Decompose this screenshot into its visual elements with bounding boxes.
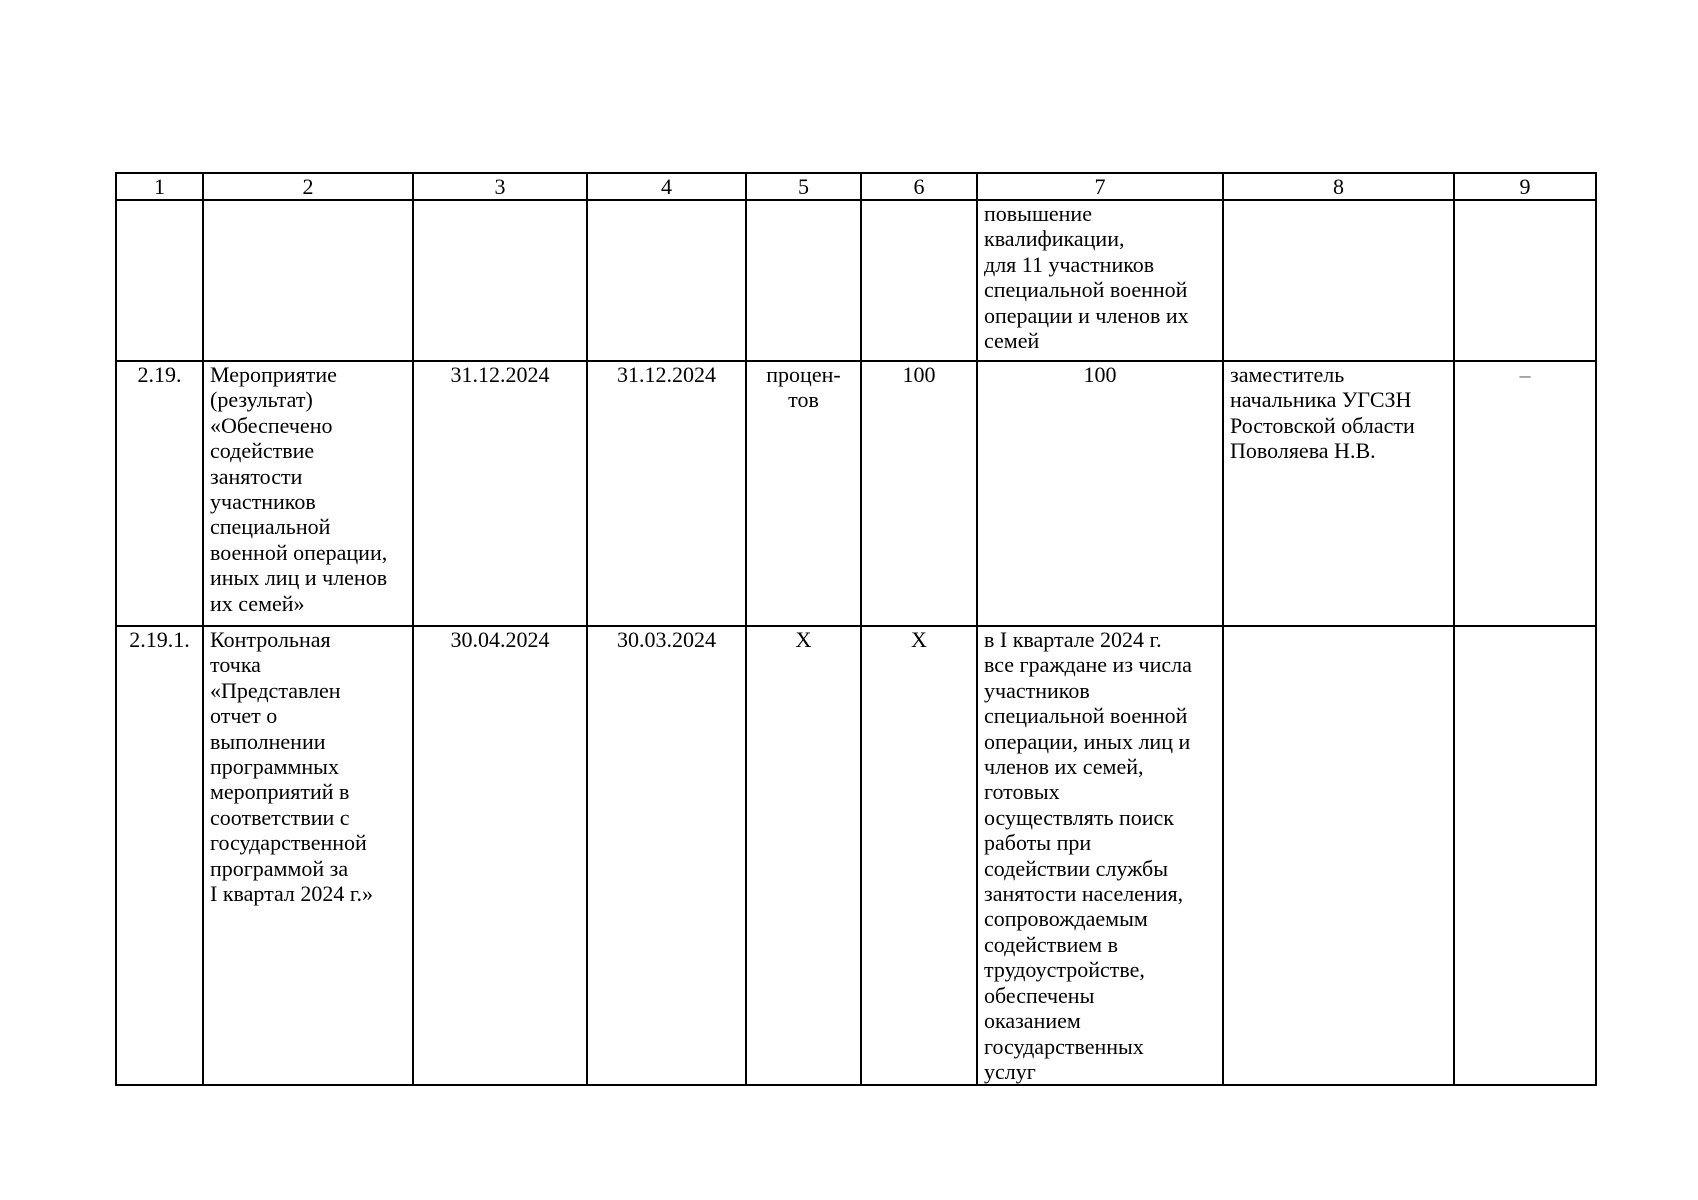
note-cell: – — [1454, 361, 1596, 626]
result-cell: 100 — [977, 361, 1223, 626]
column-number-header-row — [116, 173, 1596, 200]
row-number-cell — [116, 200, 203, 361]
table-row-2-19-1 — [116, 626, 1596, 1085]
column-header-2: 2 — [203, 173, 413, 200]
activity-name-cell: Мероприятие (результат) «Обеспечено содействие занятости участников специальной военной операции, иных лиц и членов их семей» — [203, 361, 413, 626]
responsible-cell: заместитель начальника УГСЗН Ростовской области Поволяева Н.В. — [1223, 361, 1454, 626]
column-header-6: 6 — [861, 173, 977, 200]
planned-date-cell — [413, 200, 587, 361]
planned-date-cell: 31.12.2024 — [413, 361, 587, 626]
column-header-3: 3 — [413, 173, 587, 200]
column-header-4: 4 — [587, 173, 746, 200]
plan-value-cell: 100 — [861, 361, 977, 626]
table-row-2-19 — [116, 361, 1596, 626]
column-header-1: 1 — [116, 173, 203, 200]
note-cell — [1454, 626, 1596, 1085]
plan-value-cell: Х — [861, 626, 977, 1085]
unit-cell — [746, 200, 861, 361]
result-cell: в I квартале 2024 г. все граждане из числа участников специальной военной операции, иных лиц и членов их семей, готовых осуществлять поиск работы при содействии службы занятости населения, сопровождаемым содействием в трудоустройстве, обеспечены оказанием государственных услуг — [977, 626, 1223, 1085]
column-header-8: 8 — [1223, 173, 1454, 200]
unit-cell: Х — [746, 626, 861, 1085]
responsible-cell — [1223, 200, 1454, 361]
column-header-7: 7 — [977, 173, 1223, 200]
unit-cell: процен- тов — [746, 361, 861, 626]
row-number-cell: 2.19. — [116, 361, 203, 626]
table-row-continuation — [116, 200, 1596, 361]
actual-date-cell: 30.03.2024 — [587, 626, 746, 1085]
report-table — [115, 172, 1597, 1086]
activity-name-cell — [203, 200, 413, 361]
responsible-cell — [1223, 626, 1454, 1085]
note-cell — [1454, 200, 1596, 361]
planned-date-cell: 30.04.2024 — [413, 626, 587, 1085]
column-header-5: 5 — [746, 173, 861, 200]
actual-date-cell — [587, 200, 746, 361]
row-number-cell: 2.19.1. — [116, 626, 203, 1085]
column-header-9: 9 — [1454, 173, 1596, 200]
actual-date-cell: 31.12.2024 — [587, 361, 746, 626]
result-cell: повышение квалификации, для 11 участников специальной военной операции и членов их семей — [977, 200, 1223, 361]
plan-value-cell — [861, 200, 977, 361]
activity-name-cell: Контрольная точка «Представлен отчет о выполнении программных мероприятий в соответствии с государственной программой за I квартал 2024 г.» — [203, 626, 413, 1085]
